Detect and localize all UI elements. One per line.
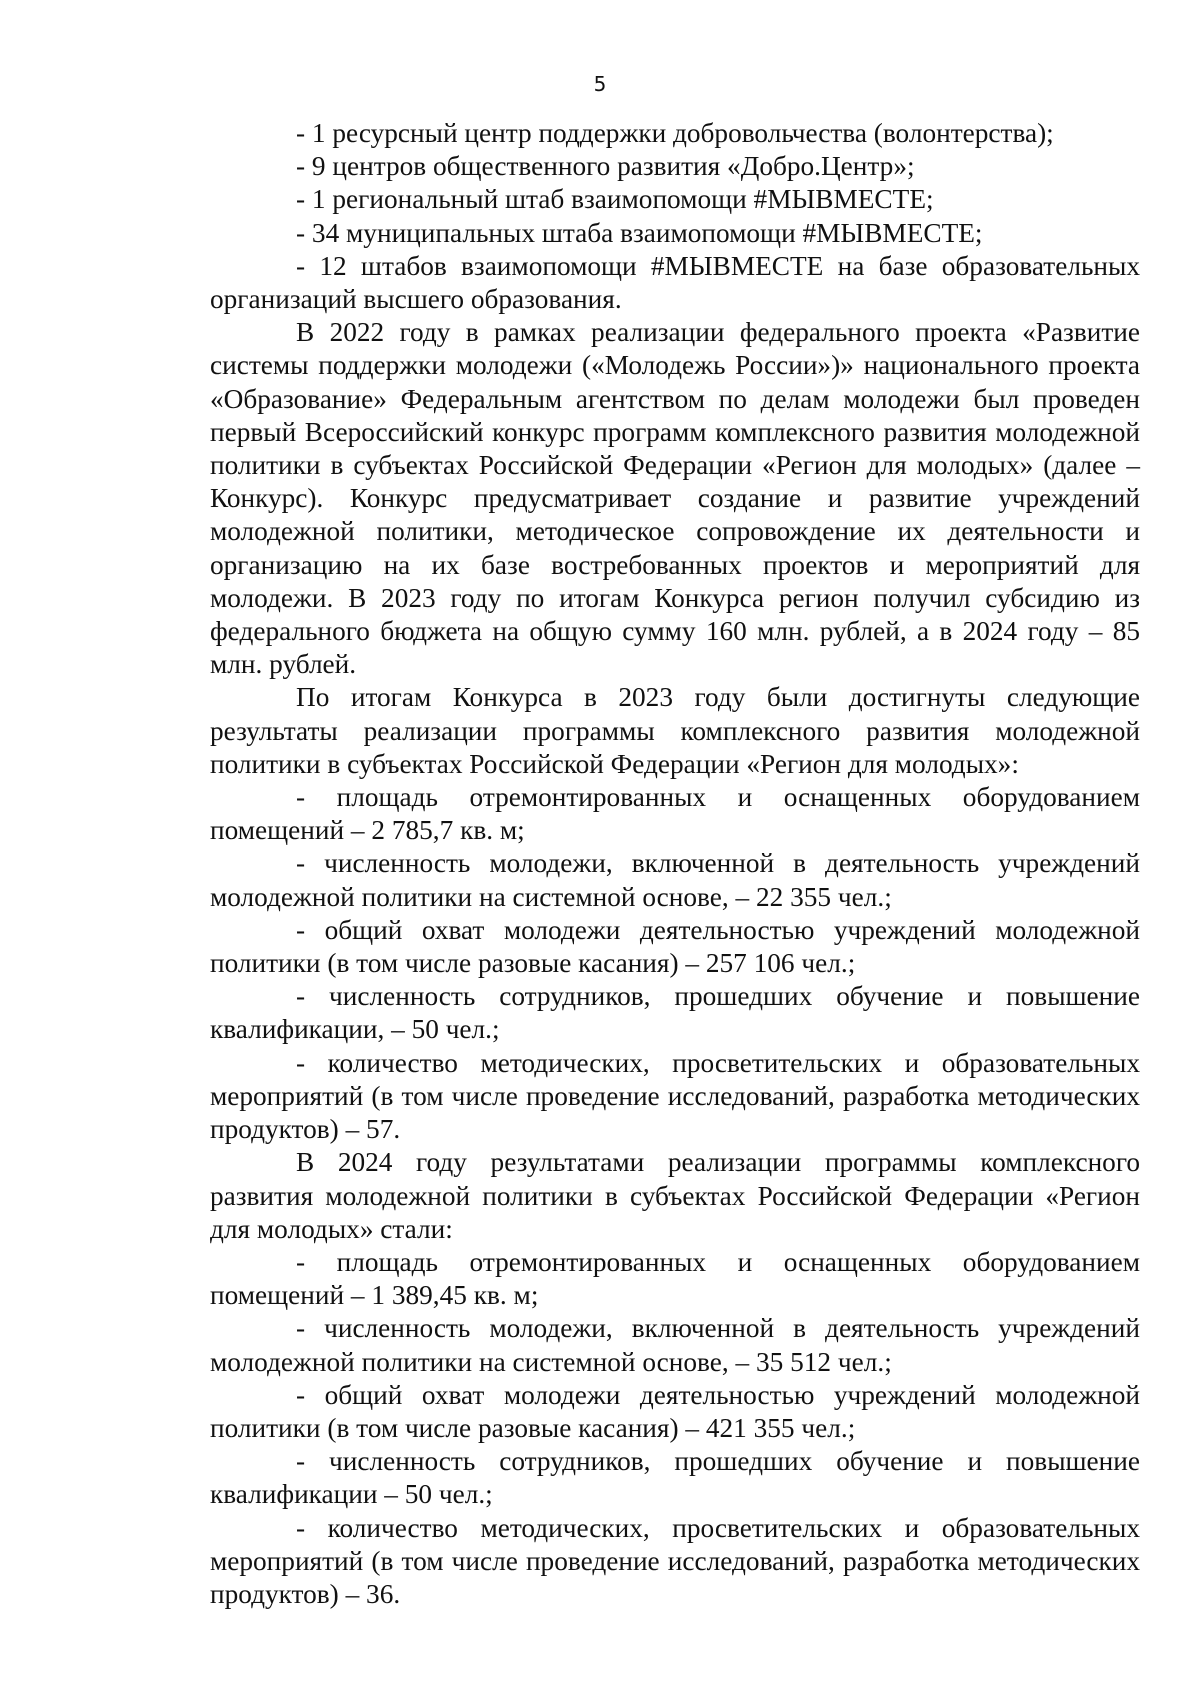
list-item-municipal-hq: - 34 муниципальных штаба взаимопомощи #МЫВМЕСТЕ;	[296, 217, 983, 248]
list-item-dobro-centers: - 9 центров общественного развития «Добро.Центр»;	[296, 151, 915, 182]
list-item-2023-area: - площадь отремонтированных и оснащенных оборудованием помещений – 2 785,7 кв. м;	[210, 782, 1140, 846]
list-item-2023-youth-coverage: - общий охват молодежи деятельностью учреждений молодежной политики (в том числе разовые касания) – 257 106 чел.;	[210, 914, 1140, 979]
list-item-2024-youth-systemic: - численность молодежи, включенной в деятельность учреждений молодежной политики на системной основе, – 35 512 чел.;	[210, 1313, 1140, 1377]
list-item-2024-staff-training: - численность сотрудников, прошедших обучение и повышение квалификации – 50 чел.;	[210, 1446, 1140, 1510]
list-item-university-hq: - 12 штабов взаимопомощи #МЫВМЕСТЕ на базе образовательных организаций высшего образования.	[210, 250, 1140, 315]
list-item-2023-youth-systemic: - численность молодежи, включенной в деятельность учреждений молодежной политики на системной основе, – 22 355 чел.;	[210, 848, 1140, 912]
paragraph-contest-2022: В 2022 году в рамках реализации федерального проекта «Развитие системы поддержки молодежи («Молодежь России»)» национального проекта «Образование» Федеральным агентством по делам молодежи был проведен первый Всероссийский конкурс программ комплексного развития молодежной политики в субъектах Российской Федерации «Регион для молодых» (далее – Конкурс). Конкурс предусматривает создание и развитие учреждений молодежной политики, методическое сопровождение их деятельности и организацию на их базе востребованных проектов и мероприятий для молодежи. В 2023 году по итогам Конкурса регион получил субсидию из федерального бюджета на общую сумму 160 млн. рублей, а в 2024 году – 85 млн. рублей.	[210, 317, 1140, 680]
list-item-2024-events: - количество методических, просветительских и образовательных мероприятий (в том числе проведение исследований, разработка методических продуктов) – 36.	[210, 1512, 1140, 1609]
list-item-2024-youth-coverage: - общий охват молодежи деятельностью учреждений молодежной политики (в том числе разовые касания) – 421 355 чел.;	[210, 1379, 1140, 1443]
document-body	[210, 117, 1140, 1611]
paragraph-results-2024-intro: В 2024 году результатами реализации программы комплексного развития молодежной политики в субъектах Российской Федерации «Регион для молодых» стали:	[210, 1147, 1140, 1244]
paragraph-results-2023-intro: По итогам Конкурса в 2023 году были достигнуты следующие результаты реализации программы комплексного развития молодежной политики в субъектах Российской Федерации «Регион для молодых»:	[210, 682, 1140, 779]
list-item-2023-events: - количество методических, просветительских и образовательных мероприятий (в том числе проведение исследований, разработка методических продуктов) – 57.	[210, 1047, 1140, 1145]
list-item-resource-center: - 1 ресурсный центр поддержки добровольчества (волонтерства);	[296, 118, 1054, 148]
list-item-2023-staff-training: - численность сотрудников, прошедших обучение и повышение квалификации, – 50 чел.;	[210, 981, 1140, 1045]
list-item-2024-area: - площадь отремонтированных и оснащенных оборудованием помещений – 1 389,45 кв. м;	[210, 1246, 1140, 1311]
list-item-regional-hq: - 1 региональный штаб взаимопомощи #МЫВМЕСТЕ;	[296, 184, 934, 215]
page-number: 5	[593, 72, 607, 96]
